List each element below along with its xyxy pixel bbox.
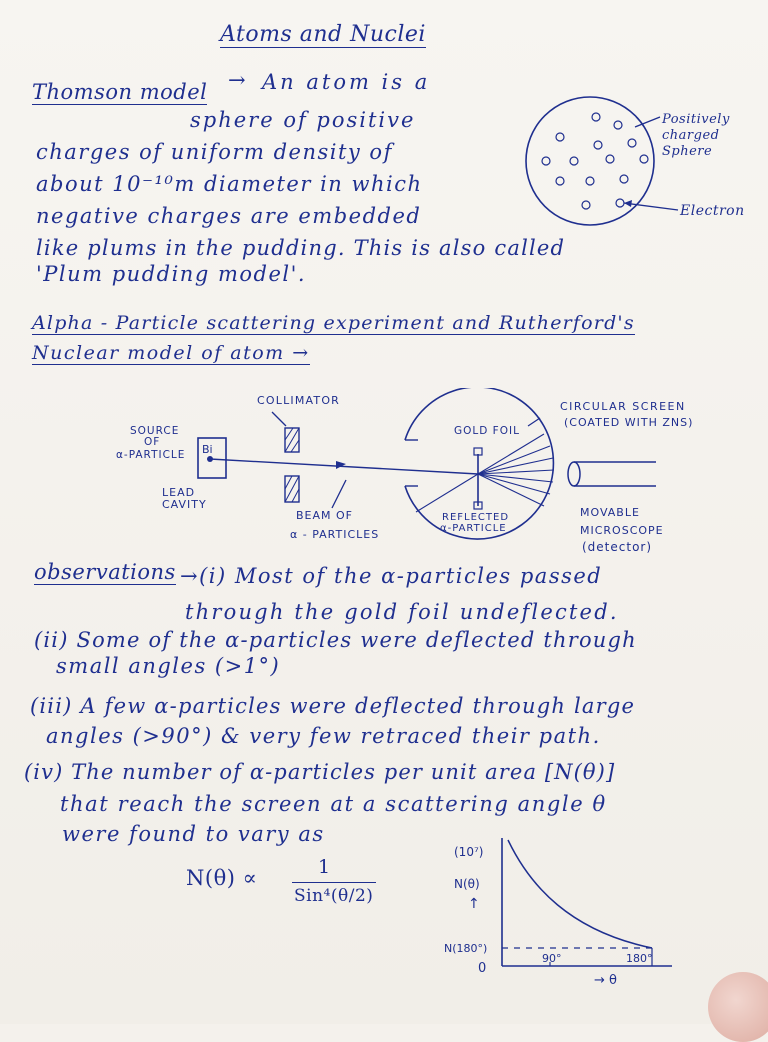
observations-heading: observations bbox=[34, 560, 176, 584]
microscope-lens bbox=[568, 462, 580, 486]
thomson-line-4: about 10⁻¹⁰m diameter in which bbox=[36, 172, 423, 196]
obs-4-line-1: (iv) The number of α-particles per unit area [N(θ)] bbox=[24, 760, 616, 784]
formula-numerator: 1 bbox=[318, 856, 331, 878]
graph-y-min-label: N(180°) bbox=[444, 942, 488, 955]
graph-origin: 0 bbox=[478, 961, 487, 976]
lead-label-1: LEAD bbox=[162, 486, 196, 499]
scattering-apparatus bbox=[100, 388, 760, 558]
obs-4-line-3: were found to vary as bbox=[62, 822, 325, 846]
obs-3-line-2: angles (>90°) & very few retraced their path. bbox=[46, 724, 601, 748]
thomson-arrow: → bbox=[228, 68, 247, 92]
formula-fraction-bar bbox=[292, 882, 376, 883]
beam-label-1: BEAM OF bbox=[296, 509, 353, 522]
alpha-beam bbox=[210, 459, 478, 474]
formula-lhs: N(θ) ∝ bbox=[186, 866, 258, 890]
gold-foil-label: GOLD FOIL bbox=[454, 425, 520, 437]
alpha-heading-line-1: Alpha - Particle scattering experiment and Rutherford's bbox=[32, 312, 635, 334]
collimator-label: COLLIMATOR bbox=[257, 394, 341, 407]
graph-x-tick-1: 90° bbox=[542, 952, 562, 965]
thomson-line-1: An atom is a bbox=[262, 70, 431, 94]
microscope-label-3: (detector) bbox=[582, 540, 653, 554]
thomson-line-3: charges of uniform density of bbox=[36, 140, 393, 164]
lead-label-2: CAVITY bbox=[162, 498, 207, 511]
obs-2-line-1: (ii) Some of the α-particles were deflected through bbox=[34, 628, 637, 652]
graph-y-arrow: ↑ bbox=[468, 896, 480, 912]
screen-label-1: CIRCULAR SCREEN bbox=[560, 400, 686, 413]
obs-4-line-2: that reach the screen at a scattering angle θ bbox=[60, 792, 607, 816]
obs-3-line-1: (iii) A few α-particles were deflected through large bbox=[30, 694, 636, 718]
source-label-2: OF bbox=[144, 436, 161, 448]
source-label-3: α-PARTICLE bbox=[116, 449, 186, 461]
alpha-heading-line-2: Nuclear model of atom → bbox=[32, 342, 310, 364]
obs-1-line-1: →(i) Most of the α-particles passed bbox=[180, 564, 603, 588]
reflected-label-2: α-PARTICLE bbox=[440, 523, 507, 534]
electrons bbox=[542, 113, 648, 209]
scattered-rays bbox=[416, 434, 554, 512]
source-label-1: SOURCE bbox=[130, 425, 180, 437]
thomson-heading: Thomson model bbox=[32, 80, 208, 104]
graph-x-tick-2: 180° bbox=[626, 952, 653, 965]
obs-2-line-2: small angles (>1°) bbox=[56, 654, 281, 678]
screen-label-2: (COATED WITH ZNS) bbox=[564, 416, 694, 429]
beam-label-2: α - PARTICLES bbox=[290, 528, 380, 541]
thomson-line-5: negative charges are embedded bbox=[36, 204, 422, 228]
electron-label: Electron bbox=[680, 203, 745, 219]
page-title: Atoms and Nuclei bbox=[220, 22, 426, 47]
thomson-line-6: like plums in the pudding. This is also called bbox=[36, 236, 566, 260]
graph-scale: (10⁷) bbox=[454, 845, 484, 859]
source-element-label: Bi bbox=[202, 443, 213, 456]
reflected-label-1: REFLECTED bbox=[442, 512, 510, 523]
thomson-line-7: 'Plum pudding model'. bbox=[36, 262, 307, 286]
n-theta-graph bbox=[440, 836, 690, 996]
obs-1-line-2: through the gold foil undeflected. bbox=[185, 600, 619, 624]
sphere-label: Positively charged Sphere bbox=[662, 112, 730, 159]
graph-curve bbox=[508, 840, 652, 948]
microscope-label-1: MOVABLE bbox=[580, 506, 640, 519]
thumb-corner bbox=[708, 972, 768, 1042]
graph-x-label: → θ bbox=[594, 973, 617, 988]
thomson-line-2: sphere of positive bbox=[190, 108, 416, 132]
formula-denominator: Sin⁴(θ/2) bbox=[294, 886, 374, 906]
graph-y-label: N(θ) bbox=[454, 877, 480, 891]
microscope-label-2: MICROSCOPE bbox=[580, 524, 664, 537]
